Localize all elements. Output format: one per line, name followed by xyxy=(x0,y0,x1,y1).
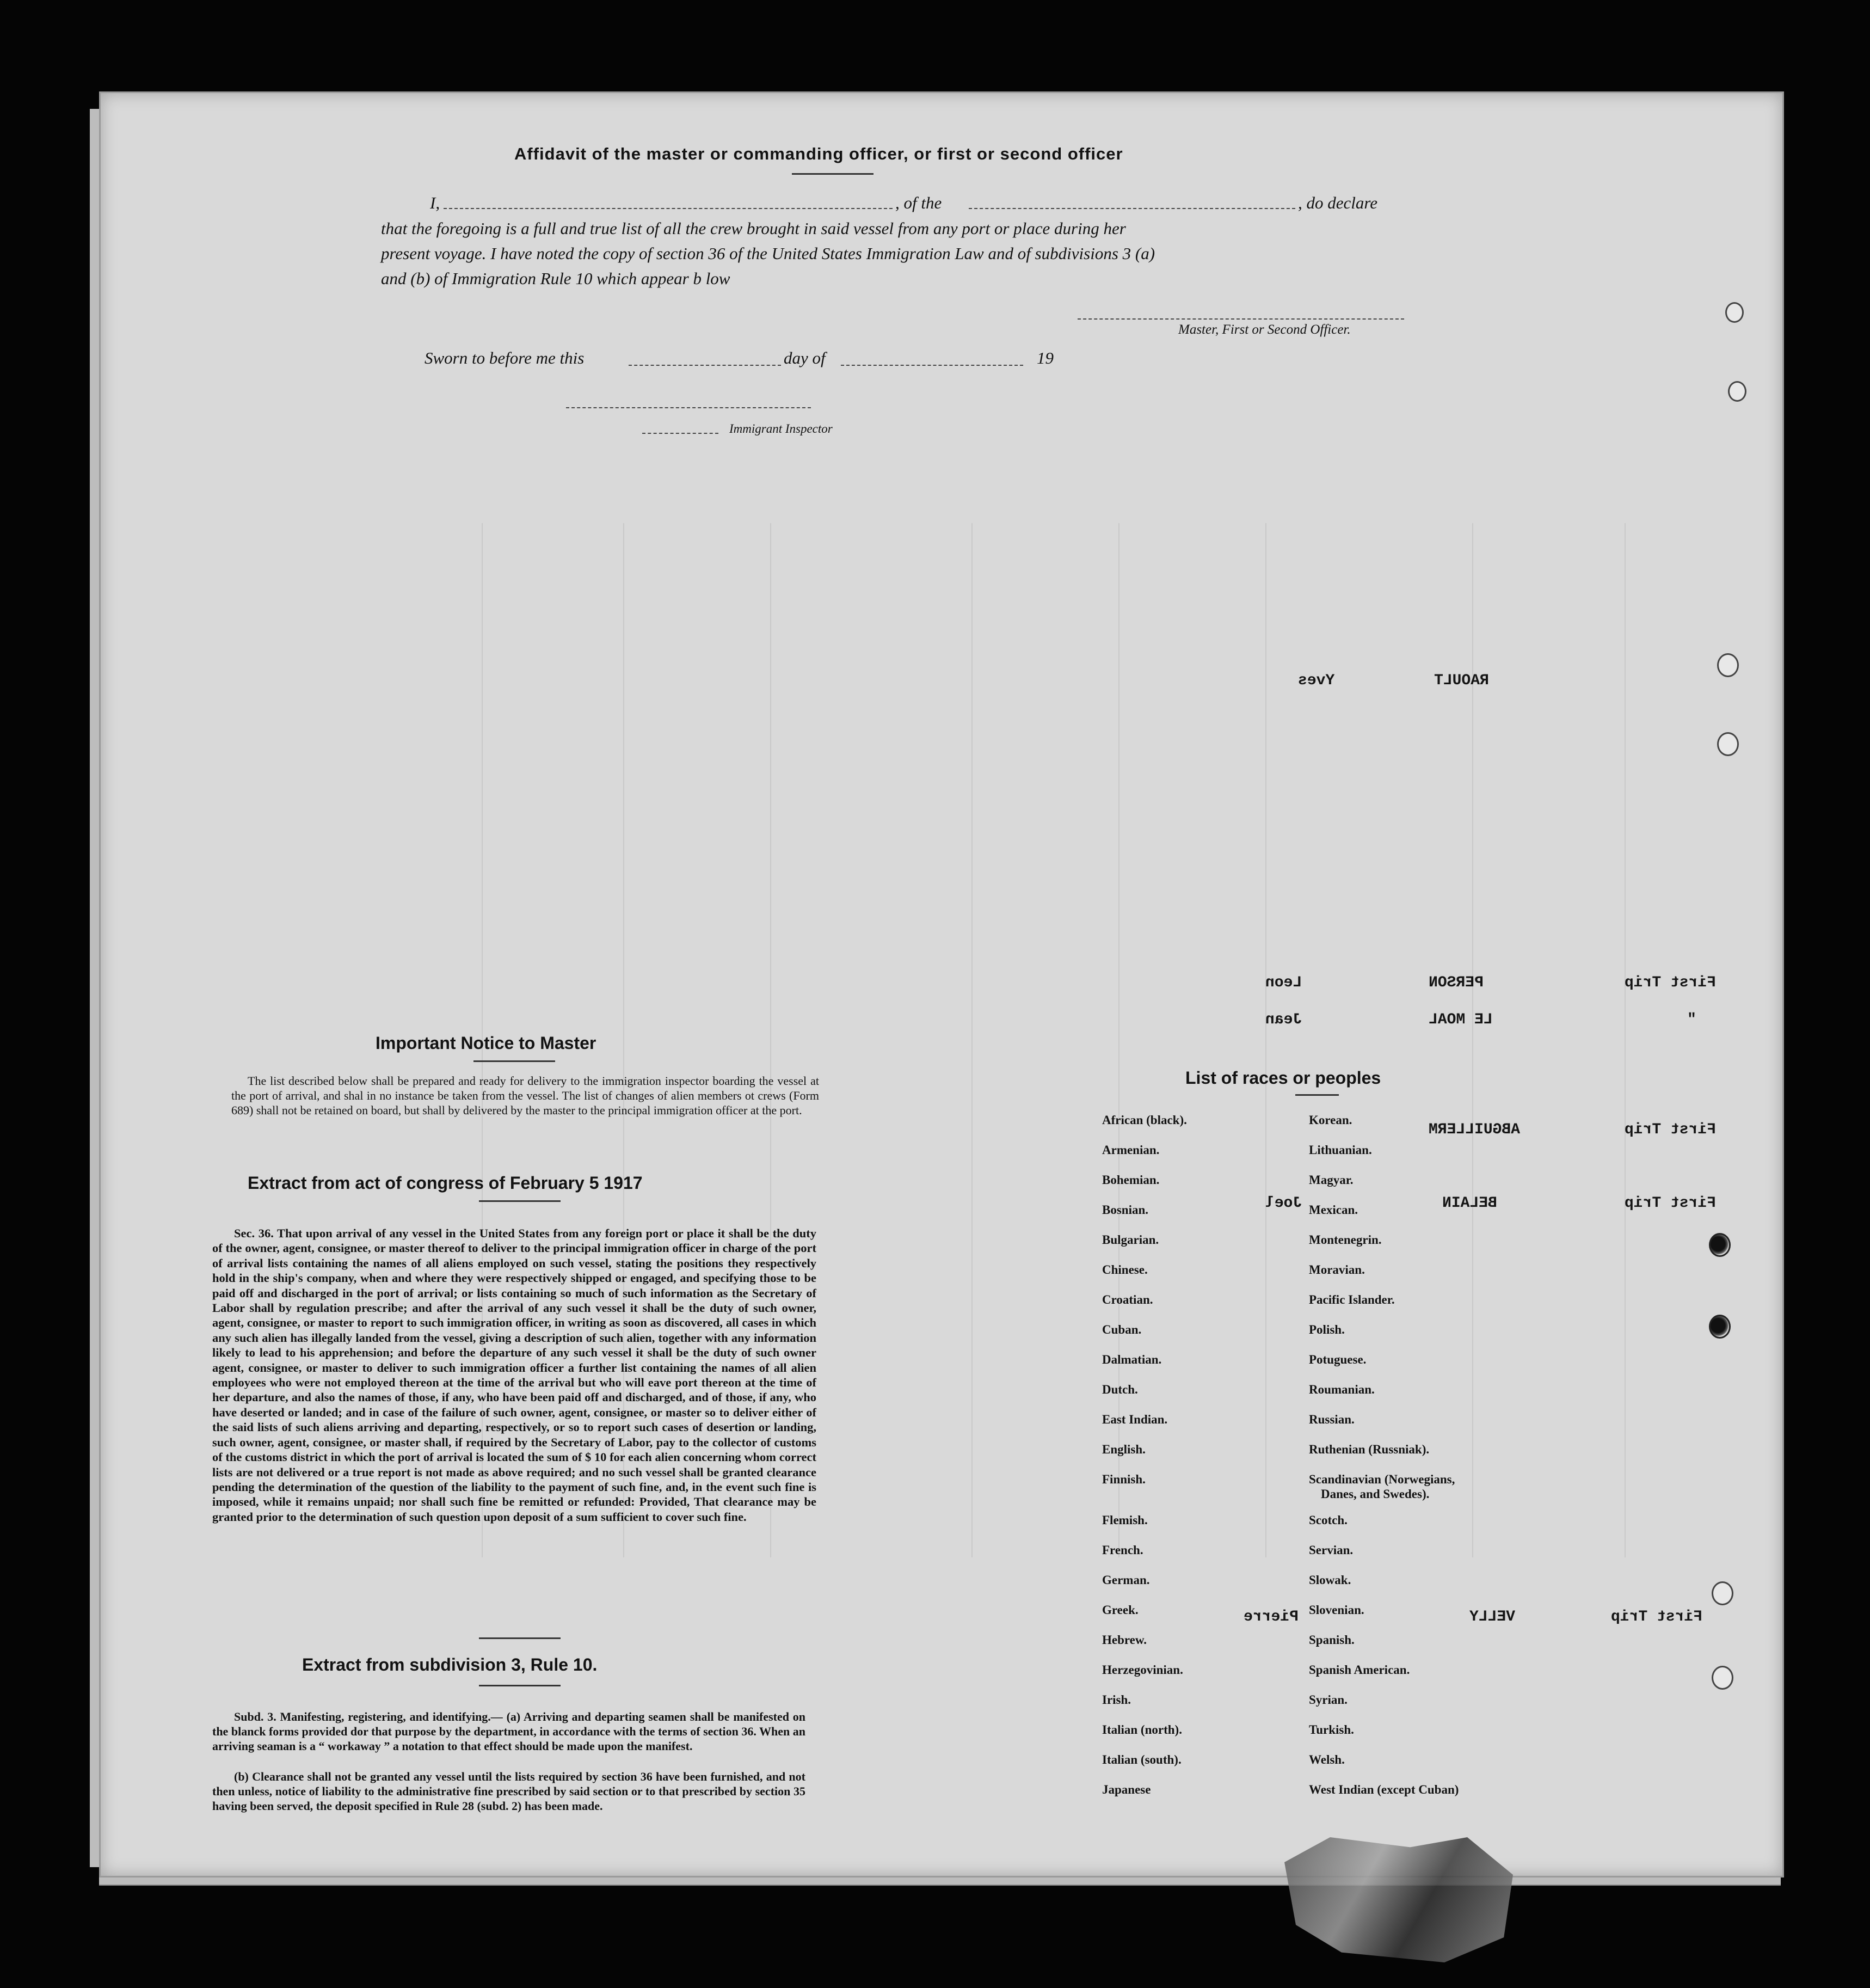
race-item: Irish. xyxy=(1102,1693,1131,1707)
affidavit-of-the: , of the xyxy=(895,193,942,212)
typed-surname: ABGUILLERM xyxy=(1429,1121,1521,1138)
race-item: West Indian (except Cuban) xyxy=(1309,1783,1459,1796)
column-rule xyxy=(1625,523,1626,1557)
race-item: Greek. xyxy=(1102,1603,1139,1617)
typed-note: First Trip xyxy=(1611,1609,1703,1625)
typed-surname: LE MOAL xyxy=(1429,1011,1493,1028)
manifest-page xyxy=(99,91,1784,1877)
punch-hole xyxy=(1728,381,1746,402)
race-item: Hebrew. xyxy=(1102,1633,1147,1647)
typed-surname: RAOULT xyxy=(1434,672,1489,689)
race-item: Welsh. xyxy=(1309,1753,1345,1766)
punch-hole xyxy=(1709,1315,1731,1339)
race-item: Roumanian. xyxy=(1309,1383,1375,1396)
race-item: Flemish. xyxy=(1102,1513,1148,1527)
typed-surname: VELLY xyxy=(1469,1609,1516,1625)
sworn-day: day of xyxy=(784,348,826,367)
inspector-signature-blank xyxy=(566,407,811,408)
typed-given-name: Yves xyxy=(1298,672,1335,689)
race-item: Lithuanian. xyxy=(1309,1143,1372,1157)
punch-hole xyxy=(1717,732,1739,756)
punch-hole xyxy=(1712,1581,1733,1605)
race-item: Polish. xyxy=(1309,1323,1345,1336)
race-item: Scotch. xyxy=(1309,1513,1348,1527)
punch-hole xyxy=(1712,1666,1733,1690)
column-rule xyxy=(971,523,973,1557)
race-item: Croatian. xyxy=(1102,1293,1153,1306)
race-item: Japanese xyxy=(1102,1783,1151,1796)
punch-hole xyxy=(1725,302,1744,323)
affidavit-declare: , do declare xyxy=(1298,193,1378,212)
race-item: Ruthenian (Russniak). xyxy=(1309,1443,1430,1456)
race-item: English. xyxy=(1102,1443,1146,1456)
title-underline xyxy=(792,173,874,175)
race-item: Moravian. xyxy=(1309,1263,1365,1277)
race-item: Cuban. xyxy=(1102,1323,1142,1336)
notice-underline xyxy=(473,1060,555,1062)
typed-note: First Trip xyxy=(1625,1195,1717,1212)
race-item: East Indian. xyxy=(1102,1413,1168,1426)
name-blank xyxy=(444,208,893,209)
race-item: Bulgarian. xyxy=(1102,1233,1159,1247)
punch-hole xyxy=(1717,653,1739,677)
typed-surname: PERSON xyxy=(1429,974,1484,991)
race-item: Scandinavian (Norwegians, xyxy=(1309,1472,1455,1486)
race-item: Dalmatian. xyxy=(1102,1353,1162,1366)
affidavit-title: Affidavit of the master or commanding officer, or first or second officer xyxy=(514,144,1123,163)
act-extract-body: Sec. 36. That upon arrival of any vessel in the United States from any foreign port or place it shall be the duty of the owner, agent, consignee, or master thereof to deliver to the principal immigration officer in charge of the port of arrival lists containing the names of all aliens employed on such vessel, stating the positions they respectively hold in the ship's company, when and where they were respectively shipped or engaged, and specifying those to be paid off and discharged in the port of arrival; or lists containing so much of such information as the Secretary of Labor shall by regulation prescribe; and after the arrival of any such vessel it shall be the duty of such owner, agent, consignee, or master to report to such immigration officer, in writing as soon as discovered, all cases in which any such alien has illegally landed from the vessel, giving a description of such alien, together with any information likely to lead to his apprehension; and before the departure of any such vessel it shall be the duty of such owner agent, consignee, or master to deliver to such immigration officer a further list containing the names of all alien employees who were not employed thereon at the time of the arrival but who will eave port thereon at the time of her departure, and also the names of those, if any, who have been paid off and discharged, and of those, if any, who have deserted or landed; and in case of the failure of such owner, agent, consignee, or master so to deliver either of the said lists of such aliens arriving and departing, respectively, or so to report such cases of desertion or landing, such owner, agent, consignee, or master shall, if required by the Secretary of Labor, pay to the collector of customs of the customs district in which the port of arrival is located the sum of $ 10 for each alien concerning whom correct lists are not delivered or a true report is not made as above required; and no such vessel shall be granted clearance pending the determination of the question of the liability to the payment of such fine, and, in the event such fine is imposed, while it remains unpaid; nor shall such fine be remitted or refunded: Provided, That clearance may be granted prior to the determination of such question upon deposit of a sum sufficient to cover such fine. xyxy=(212,1226,816,1524)
typed-given-name: Pierre xyxy=(1244,1609,1299,1625)
race-item: Herzegovinian. xyxy=(1102,1663,1183,1677)
inspector-label: Immigrant Inspector xyxy=(729,422,833,435)
race-item: Montenegrin. xyxy=(1309,1233,1382,1247)
master-label: Master, First or Second Officer. xyxy=(1178,322,1351,337)
sworn-date-blank xyxy=(629,365,781,366)
races-underline xyxy=(1295,1094,1339,1096)
race-item: German. xyxy=(1102,1573,1150,1587)
race-item: Spanish American. xyxy=(1309,1663,1410,1677)
column-rule xyxy=(1118,523,1119,1557)
rule-extract-title: Extract from subdivision 3, Rule 10. xyxy=(302,1655,598,1674)
race-item: Chinese. xyxy=(1102,1263,1148,1277)
race-item: Spanish. xyxy=(1309,1633,1355,1647)
race-item: Magyar. xyxy=(1309,1173,1354,1187)
sworn-month-blank xyxy=(841,365,1023,366)
punch-hole xyxy=(1709,1233,1731,1257)
affidavit-line4: and (b) of Immigration Rule 10 which appear b low xyxy=(381,269,730,288)
act-extract-end-rule xyxy=(479,1637,561,1639)
affidavit-line3: present voyage. I have noted the copy of section 36 of the United States Immigration Law and of subdivisions 3 (a) xyxy=(381,244,1155,263)
race-item: African (black). xyxy=(1102,1113,1187,1127)
act-extract-underline xyxy=(479,1200,561,1202)
race-item: Turkish. xyxy=(1309,1723,1354,1737)
signature-blank xyxy=(1078,318,1404,320)
typed-note: First Trip xyxy=(1625,1121,1717,1138)
typed-given-name: Jean xyxy=(1265,1011,1302,1028)
race-item: Servian. xyxy=(1309,1543,1354,1557)
vessel-blank xyxy=(969,208,1295,209)
affidavit-line2: that the foregoing is a full and true list of all the crew brought in said vessel from any port or place during her xyxy=(381,219,1126,238)
column-rule xyxy=(1265,523,1266,1557)
race-item: Armenian. xyxy=(1102,1143,1160,1157)
act-extract-title: Extract from act of congress of February 5 1917 xyxy=(248,1173,643,1193)
typed-note: First Trip xyxy=(1625,974,1717,991)
race-item: Korean. xyxy=(1309,1113,1352,1127)
typed-given-name: Leon xyxy=(1265,974,1302,991)
race-item: Finnish. xyxy=(1102,1472,1146,1486)
race-item: Pacific Islander. xyxy=(1309,1293,1395,1306)
rule-extract-underline xyxy=(479,1685,561,1686)
race-item: Dutch. xyxy=(1102,1383,1138,1396)
affidavit-i: I, xyxy=(430,193,440,212)
race-item: Mexican. xyxy=(1309,1203,1358,1217)
rule-extract-para-b: (b) Clearance shall not be granted any vessel until the lists required by section 36 have been furnished, and not then unless, notice of liability to the administrative fine prescribed by said section or to that prescribed by section 35 having been served, the deposit specified in Rule 28 (subd. 2) has been made. xyxy=(212,1770,805,1813)
typed-given-name: Joel xyxy=(1265,1195,1302,1212)
notice-title: Important Notice to Master xyxy=(376,1033,596,1053)
race-item: Bosnian. xyxy=(1102,1203,1149,1217)
race-item: Danes, and Swedes). xyxy=(1321,1487,1430,1501)
sworn-year: 19 xyxy=(1037,348,1054,367)
race-item: Bohemian. xyxy=(1102,1173,1160,1187)
race-item: Italian (north). xyxy=(1102,1723,1182,1737)
notice-body: The list described below shall be prepared and ready for delivery to the immigration inspector boarding the vessel at the port of arrival, and shal in no instance be taken from the vessel. The list of changes of alien members ot crews (Form 689) shall not be retained on board, but shall by delivered by the master to the principal immigration officer at the port. xyxy=(231,1074,819,1117)
typed-note: " xyxy=(1687,1011,1696,1028)
race-item: Potuguese. xyxy=(1309,1353,1367,1366)
race-item: French. xyxy=(1102,1543,1143,1557)
sworn-text: Sworn to before me this xyxy=(425,348,585,367)
race-item: Russian. xyxy=(1309,1413,1355,1426)
rule-extract-para-a: Subd. 3. Manifesting, registering, and identifying.— (a) Arriving and departing seamen shall be manifested on the blanck forms provided dor that purpose by the department, in accordance with the terms of section 36. When an arriving seaman is a “ workaway ” a notation to that effect should be made upon the manifest. xyxy=(212,1710,805,1753)
race-item: Syrian. xyxy=(1309,1693,1348,1707)
race-item: Slovenian. xyxy=(1309,1603,1364,1617)
race-item: Slowak. xyxy=(1309,1573,1351,1587)
races-title: List of races or peoples xyxy=(1185,1068,1381,1088)
race-item: Italian (south). xyxy=(1102,1753,1182,1766)
typed-surname: BELAIN xyxy=(1442,1195,1497,1212)
inspector-short-rule xyxy=(642,433,718,434)
